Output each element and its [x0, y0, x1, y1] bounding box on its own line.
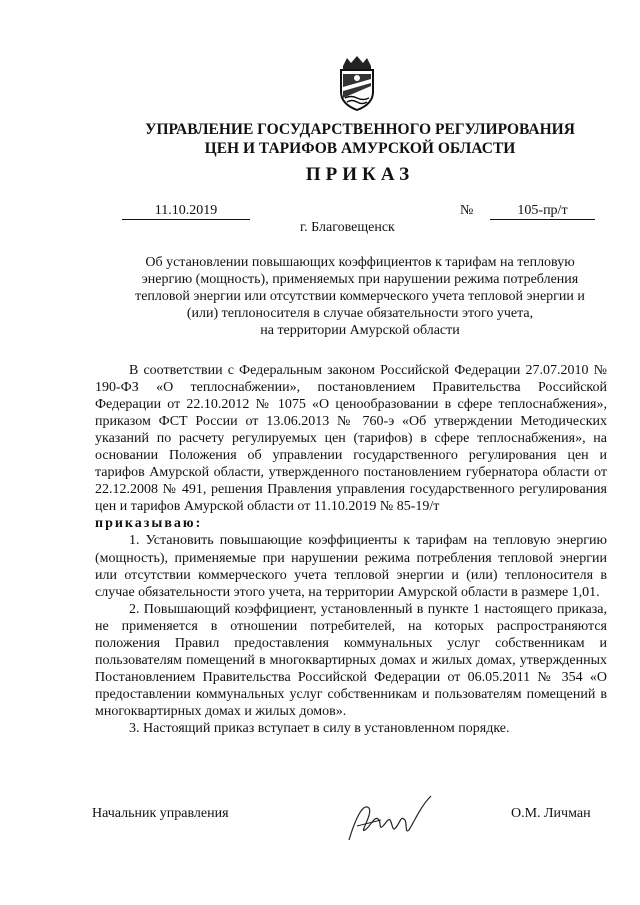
signatory-title: Начальник управления [92, 806, 229, 821]
number-sign: № [460, 203, 474, 218]
handwritten-signature [335, 790, 435, 844]
amur-region-coat-of-arms-icon [333, 54, 381, 112]
order-number: 105-пр/т [490, 203, 595, 220]
order-directive: приказываю: [95, 516, 203, 532]
document-type-title: ПРИКАЗ [305, 164, 415, 185]
subject-line: энергию (мощность), применяемых при нарушении режима потребления [141, 272, 579, 287]
order-item-1: 1. Установить повышающие коэффициенты к тарифам на тепловую энергию (мощность), применяемые при нарушении режима потребления тепловой энергии или отсутствии коммерческого учета тепловой энергии и (или) теплоносителя в случае обязательности этого учета, на территории Амурской области в размере 1,01. [95, 533, 607, 600]
order-item-3: 3. Настоящий приказ вступает в силу в установленном порядке. [129, 720, 510, 736]
order-subject [95, 254, 625, 339]
order-body [95, 362, 607, 737]
agency-name-line1: УПРАВЛЕНИЕ ГОСУДАРСТВЕННОГО РЕГУЛИРОВАНИЯ [145, 121, 575, 138]
signatory-name: О.М. Личман [511, 806, 591, 821]
city: г. Благовещенск [300, 220, 395, 235]
order-date: 11.10.2019 [122, 203, 250, 220]
subject-line: на территории Амурской области [260, 323, 460, 338]
subject-line: (или) теплоносителя в случае обязательности этого учета, [186, 306, 534, 321]
subject-line: Об установлении повышающих коэффициентов к тарифам на тепловую [145, 255, 575, 270]
order-item-2: 2. Повышающий коэффициент, установленный в пункте 1 настоящего приказа, не применяется в отношении потребителей, на которых распространяются положения Правил предоставления коммунальных услуг собственникам и пользователям помещений в многоквартирных домах и жилых домах, утвержденных Постановлением Правительства Российской Федерации от 06.05.2011 № 354 «О предоставлении коммунальных услуг собственникам и пользователям помещений в многоквартирных домах и жилых домов». [95, 601, 607, 719]
subject-line: тепловой энергии или отсутствии коммерческого учета тепловой энергии и [135, 289, 585, 304]
preamble-paragraph: В соответствии с Федеральным законом Российской Федерации 27.07.2010 № 190-ФЗ «О теплоснабжении», постановлением Правительства Российской Федерации от 22.10.2012 № 1075 «О ценообразовании в сфере теплоснабжения», приказом ФСТ России от 13.06.2013 № 760-э «Об утверждении Методических указаний по расчету регулируемых цен (тарифов) в сфере теплоснабжения», на основании Положения об управлении государственного регулирования цен и тарифов Амурской области, утвержденного постановлением губернатора области от 22.12.2008 № 491, решения Правления управления государственного регулирования цен и тарифов Амурской области от 11.10.2019 № 85-19/т [95, 363, 607, 515]
agency-name-line2: ЦЕН И ТАРИФОВ АМУРСКОЙ ОБЛАСТИ [204, 140, 516, 157]
